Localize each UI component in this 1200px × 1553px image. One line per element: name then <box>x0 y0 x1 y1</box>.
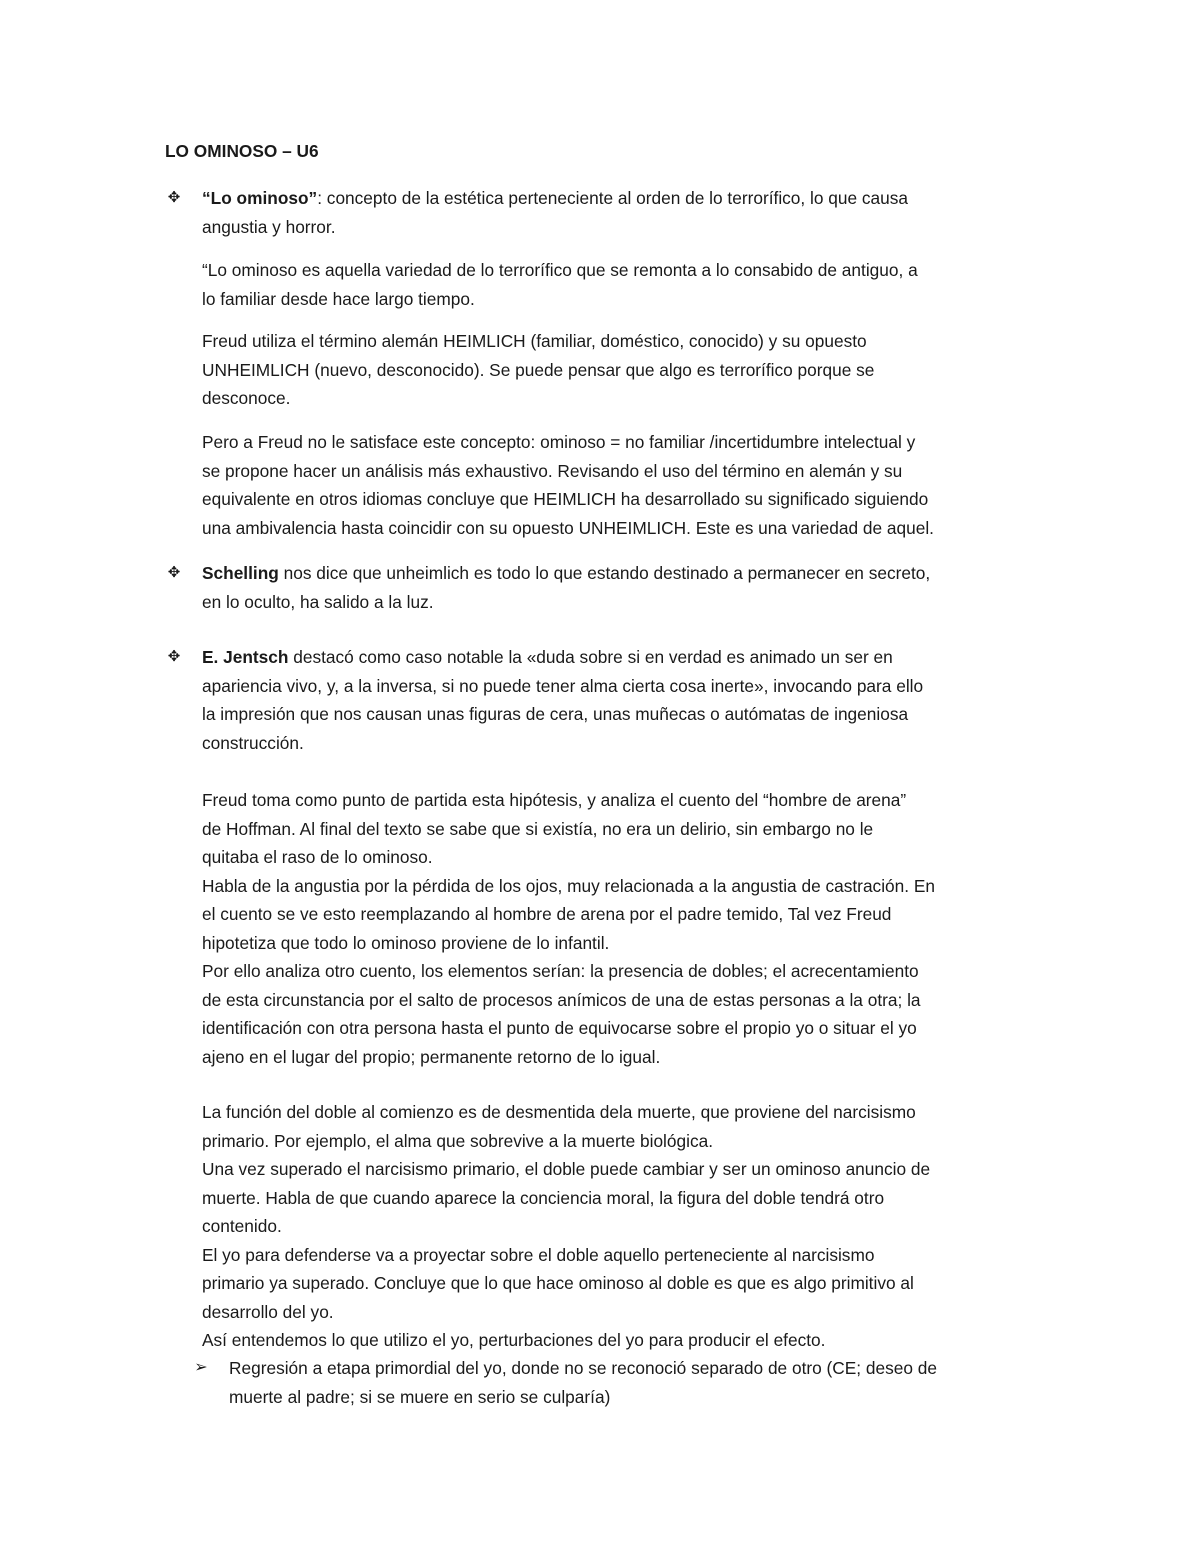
paragraph-line: “Lo ominoso es aquella variedad de lo terrorífico que se remonta a lo consabido de antiguo, a <box>202 260 918 280</box>
paragraph-line: equivalente en otros idiomas concluye que HEIMLICH ha desarrollado su significado siguiendo <box>202 489 929 509</box>
bullet-line: en lo oculto, ha salido a la luz. <box>202 591 434 612</box>
diamond-bullet-icon: ✥ <box>167 189 181 206</box>
bullet-line: Regresión a etapa primordial del yo, donde no se reconoció separado de otro (CE; deseo de <box>229 1358 938 1378</box>
paragraph-line: ajeno en el lugar del propio; permanente retorno de lo igual. <box>202 1046 661 1067</box>
bullet-line: la impresión que nos causan unas figuras de cera, unas muñecas o autómatas de ingeniosa <box>202 704 909 724</box>
bullet-line: angustia y horror. <box>202 216 336 237</box>
paragraph-line: de Hoffman. Al final del texto se sabe que si existía, no era un delirio, sin embargo no le <box>202 818 874 839</box>
paragraph-line: Pero a Freud no le satisface este concepto: ominoso = no familiar /incertidumbre intelectual y <box>202 432 916 452</box>
paragraph-line: una ambivalencia hasta coincidir con su opuesto UNHEIMLICH. Este es una variedad de aquel. <box>202 517 934 538</box>
paragraph-line: Freud utiliza el término alemán HEIMLICH (familiar, doméstico, conocido) y su opuesto <box>202 331 867 351</box>
paragraph-line: Una vez superado el narcisismo primario, el doble puede cambiar y ser un ominoso anuncio de <box>202 1159 931 1179</box>
quote-paragraph <box>202 256 1032 313</box>
freud-concept-paragraph <box>202 428 1032 542</box>
paragraph-line: Habla de la angustia por la pérdida de los ojos, muy relacionada a la angustia de castración. En <box>202 875 935 896</box>
bullet-text: : concepto de la estética perteneciente al orden de lo terrorífico, lo que causa <box>317 188 909 208</box>
hoffman-paragraph <box>202 786 1032 1071</box>
paragraph-line: el cuento se ve esto reemplazando al hombre de arena por el padre temido, Tal vez Freud <box>202 904 892 924</box>
bullet-line <box>202 643 1032 672</box>
paragraph-line: contenido. <box>202 1216 282 1236</box>
term-lo-ominoso: “Lo ominoso” <box>202 188 318 208</box>
paragraph-line: identificación con otra persona hasta el punto de equivocarse sobre el propio yo o situar el yo <box>202 1018 917 1038</box>
paragraph-line: muerte. Habla de que cuando aparece la conciencia moral, la figura del doble tendrá otro <box>202 1187 885 1208</box>
arrow-bullet-icon: ➢ <box>194 1359 208 1376</box>
bullet-text: nos dice que unheimlich es todo lo que estando destinado a permanecer en secreto, <box>278 563 931 583</box>
bullet-line: construcción. <box>202 732 304 753</box>
bullet-jentsch <box>202 643 1032 757</box>
bullet-line: apariencia vivo, y, a la inversa, si no puede tener alma cierta cosa inerte», invocando para ello <box>202 675 924 696</box>
paragraph-line: Freud toma como punto de partida esta hipótesis, y analiza el cuento del “hombre de arena” <box>202 790 907 810</box>
bullet-line <box>202 184 1032 213</box>
bullet-text: destacó como caso notable la «duda sobre si en verdad es animado un ser en <box>288 647 893 667</box>
bullet-schelling <box>202 559 1032 616</box>
paragraph-line: desconoce. <box>202 388 291 408</box>
bullet-line: muerte al padre; si se muere en serio se culparía) <box>229 1386 611 1407</box>
bullet-lo-ominoso <box>202 184 1032 241</box>
paragraph-line: de esta circunstancia por el salto de procesos anímicos de una de estas personas a la otra; la <box>202 989 921 1010</box>
paragraph-line: desarrollo del yo. <box>202 1301 334 1322</box>
paragraph-line: Así entendemos lo que utilizo el yo, perturbaciones del yo para producir el efecto. <box>202 1330 826 1350</box>
heimlich-paragraph <box>202 327 1032 413</box>
paragraph-line: Por ello analiza otro cuento, los elementos serían: la presencia de dobles; el acrecentamiento <box>202 961 919 981</box>
term-jentsch: E. Jentsch <box>202 647 289 667</box>
page-title: LO OMINOSO – U6 <box>165 141 319 161</box>
doble-paragraph <box>202 1098 1032 1355</box>
paragraph-line: UNHEIMLICH (nuevo, desconocido). Se puede pensar que algo es terrorífico porque se <box>202 359 875 380</box>
paragraph-line: La función del doble al comienzo es de desmentida dela muerte, que proviene del narcisismo <box>202 1102 916 1122</box>
paragraph-line: El yo para defenderse va a proyectar sobre el doble aquello perteneciente al narcisismo <box>202 1244 875 1265</box>
diamond-bullet-icon: ✥ <box>167 564 181 581</box>
paragraph-line: se propone hacer un análisis más exhaustivo. Revisando el uso del término en alemán y su <box>202 460 903 481</box>
paragraph-line: primario ya superado. Concluye que lo que hace ominoso al doble es que es algo primitivo al <box>202 1273 914 1293</box>
paragraph-line: hipotetiza que todo lo ominoso proviene de lo infantil. <box>202 932 610 953</box>
bullet-line <box>202 559 1032 588</box>
paragraph-line: quitaba el raso de lo ominoso. <box>202 847 433 867</box>
diamond-bullet-icon: ✥ <box>167 648 181 665</box>
arrow-bullet-item <box>229 1354 1059 1411</box>
paragraph-line: primario. Por ejemplo, el alma que sobrevive a la muerte biológica. <box>202 1130 714 1151</box>
term-schelling: Schelling <box>202 563 279 583</box>
paragraph-line: lo familiar desde hace largo tiempo. <box>202 288 475 309</box>
